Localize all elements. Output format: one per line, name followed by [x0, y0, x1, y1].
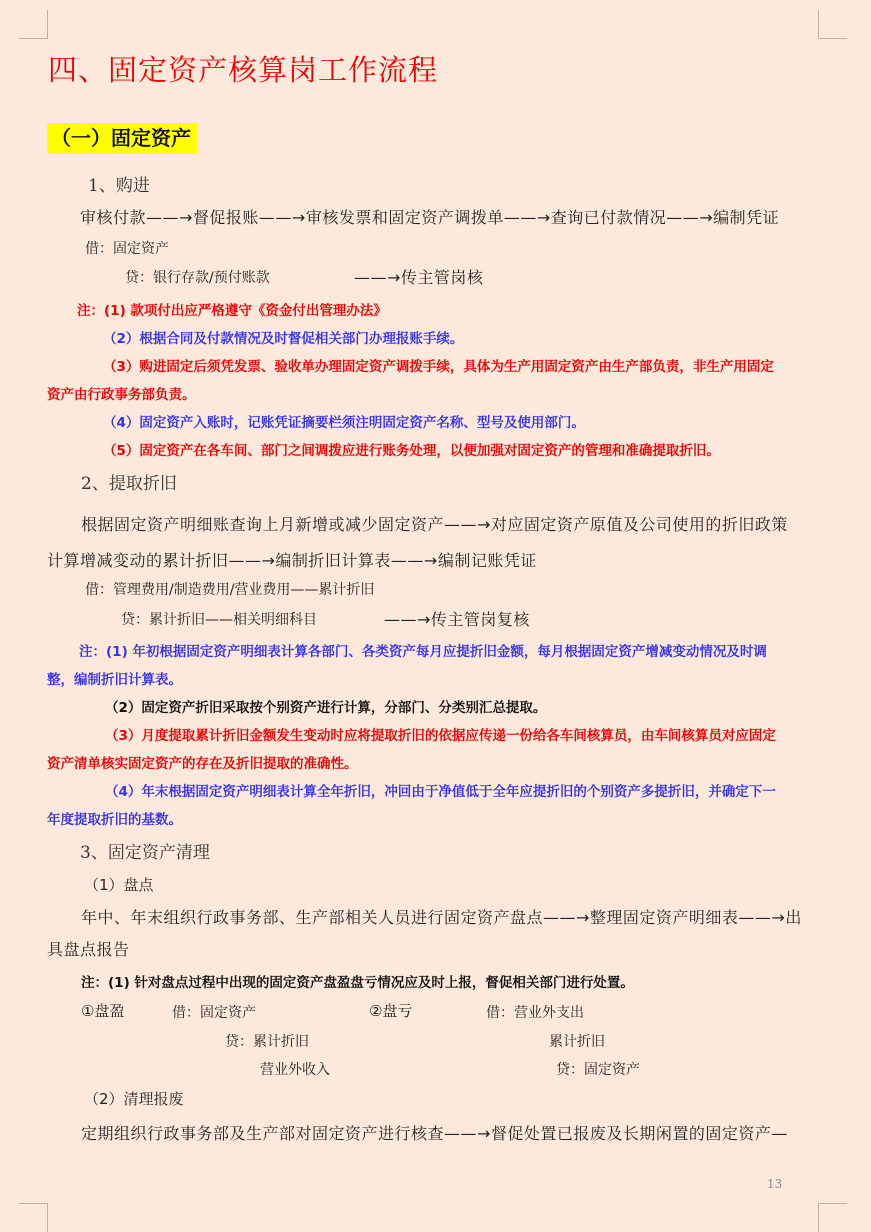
- purchase-note-4: （4）固定资产入账时，记账凭证摘要栏须注明固定资产名称、型号及使用部门。: [103, 415, 585, 431]
- surplus-credit-entry-2: 营业外收入: [260, 1062, 330, 1078]
- shortage-credit-entry: 贷：固定资产: [556, 1062, 640, 1078]
- inventory-note-1: 注：(1) 针对盘点过程中出现的固定资产盘盈盘亏情况应及时上报，督促相关部门进行处置。: [81, 975, 634, 991]
- shortage-debit-entry: 借：营业外支出: [486, 1005, 584, 1021]
- depreciation-debit-entry: 借：管理费用/制造费用/营业费用——累计折旧: [85, 582, 375, 598]
- depreciation-note-1: 注：(1) 年初根据固定资产明细表计算各部门、各类资产每月应提折旧金额，每月根据固定资产增减变动情况及时调: [79, 644, 767, 660]
- scrap-flow: 定期组织行政事务部及生产部对固定资产进行核查——→督促处置已报废及长期闲置的固定资产—: [81, 1124, 788, 1143]
- surplus-debit-entry: 借：固定资产: [172, 1005, 256, 1021]
- depreciation-note-4: （4）年末根据固定资产明细表计算全年折旧，冲回由于净值低于全年应提折旧的个别资产多提折旧，并确定下一: [105, 784, 776, 800]
- surplus-credit-entry: 贷：累计折旧: [225, 1034, 309, 1050]
- purchase-note-2: （2）根据合同及付款情况及时督促相关部门办理报账手续。: [103, 331, 464, 347]
- purchase-note-5: （5）固定资产在各车间、部门之间调拨应进行账务处理，以便加强对固定资产的管理和准确提取折旧。: [103, 443, 720, 459]
- depreciation-flow-line-2: 计算增减变动的累计折旧——→编制折旧计算表——→编制记账凭证: [47, 551, 537, 570]
- inventory-heading: （1）盘点: [84, 876, 154, 894]
- subsection-heading-depreciation: 2、提取折旧: [81, 474, 177, 494]
- purchase-note-1: 注：(1) 款项付出应严格遵守《资金付出管理办法》: [77, 303, 387, 319]
- subsection-heading-cleanup: 3、固定资产清理: [80, 843, 210, 863]
- page-title: 四、固定资产核算岗工作流程: [48, 53, 439, 87]
- depreciation-note-3-cont: 资产清单核实固定资产的存在及折旧提取的准确性。: [47, 756, 358, 772]
- depreciation-note-1-cont: 整，编制折旧计算表。: [47, 672, 182, 688]
- depreciation-handoff: ——→传主管岗复核: [384, 610, 530, 629]
- shortage-label: ②盘亏: [369, 1002, 413, 1020]
- purchase-note-3: （3）购进固定后须凭发票、验收单办理固定资产调拨手续，具体为生产用固定资产由生产部负责，非生产用固定: [103, 359, 774, 375]
- purchase-handoff: ——→传主管岗核: [354, 268, 484, 287]
- depreciation-note-2: （2）固定资产折旧采取按个别资产进行计算，分部门、分类别汇总提取。: [105, 700, 547, 716]
- scrap-heading: （2）清理报废: [84, 1090, 184, 1108]
- purchase-note-3-cont: 资产由行政事务部负责。: [47, 387, 196, 403]
- page-number: 13: [767, 1177, 783, 1191]
- shortage-debit-entry-2: 累计折旧: [549, 1034, 605, 1050]
- surplus-label: ①盘盈: [81, 1002, 125, 1020]
- purchase-credit-entry: 贷：银行存款/预付账款: [125, 270, 270, 286]
- inventory-flow-line-1: 年中、年末组织行政事务部、生产部相关人员进行固定资产盘点——→整理固定资产明细表——→出: [81, 908, 802, 927]
- depreciation-flow-line-1: 根据固定资产明细账查询上月新增或减少固定资产——→对应固定资产原值及公司使用的折旧政策: [81, 515, 788, 534]
- purchase-flow: 审核付款——→督促报账——→审核发票和固定资产调拨单——→查询已付款情况——→编制凭证: [80, 208, 780, 227]
- subsection-heading-purchase: 1、购进: [88, 176, 150, 196]
- crop-mark-top-left: [19, 10, 48, 39]
- inventory-flow-line-2: 具盘点报告: [47, 940, 130, 959]
- depreciation-credit-entry: 贷：累计折旧——相关明细科目: [121, 612, 317, 628]
- crop-mark-top-right: [818, 10, 847, 39]
- section-heading-fixed-assets: （一）固定资产: [47, 123, 197, 154]
- depreciation-note-3: （3）月度提取累计折旧金额发生变动时应将提取折旧的依据应传递一份给各车间核算员，由车间核算员对应固定: [105, 728, 776, 744]
- purchase-debit-entry: 借：固定资产: [85, 241, 169, 257]
- depreciation-note-4-cont: 年度提取折旧的基数。: [47, 812, 182, 828]
